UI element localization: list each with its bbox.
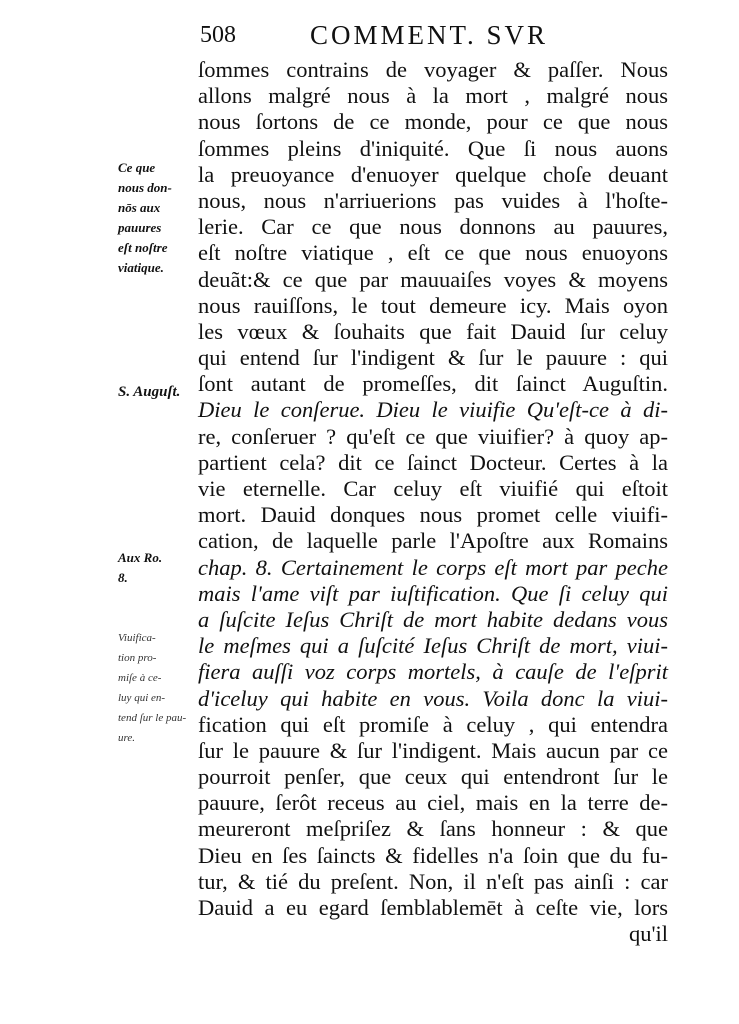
margin-note-augustine [118, 382, 196, 402]
text-line: fiera auſſi voz corps mortels, à cauſe de l'eſprit [198, 659, 668, 685]
text-line: mort. Dauid donques nous promet celle viuifi- [198, 502, 668, 528]
text-line: lerie. Car ce que nous donnons au pauures, [198, 214, 668, 240]
margin-note-line: luy qui en- [118, 692, 166, 704]
body-text [198, 57, 668, 947]
text-line: la preuoyance d'enuoyer quelque choſe deuant [198, 161, 668, 187]
text-line: nous ſortons de ce monde, pour ce que nous [198, 109, 668, 135]
margin-note-line: nous don- [118, 180, 172, 195]
margin-note-line: 8. [118, 570, 128, 585]
text-line: mais l'ame viſt par iuſtification. Que ſi celuy qui [198, 580, 668, 606]
text-line: ſur le pauure & ſur l'indigent. Mais aucun par ce [198, 737, 668, 763]
text-line: Dieu le conſerue. Dieu le viuifie Qu'eſt-ce à di- [198, 397, 668, 423]
margin-note-line: Ce que [118, 160, 156, 175]
margin-note-romans [118, 548, 196, 588]
margin-note-line: Viuifica- [118, 632, 156, 644]
text-line: vie eternelle. Car celuy eſt viuifié qui eſtoit [198, 476, 668, 501]
margin-note-line: eſt noſtre [118, 240, 168, 255]
margin-note-line: miſe à ce- [118, 672, 162, 684]
page-number: 508 [200, 22, 236, 48]
text-line: cation, de laquelle parle l'Apoſtre aux Romains [198, 528, 668, 554]
text-line: a ſuſcite Ieſus Chriſt de mort habite dedans vous [198, 606, 668, 632]
text-line: Dauid a eu egard ſemblablemēt à ceſte vie, lors [198, 895, 668, 920]
text-line: Dieu en ſes ſaincts & fidelles n'a ſoin que du fu- [198, 842, 668, 868]
text-line: nous, nous n'arriuerions pas vuides à l'hoſte- [198, 187, 668, 213]
text-line: re, conſeruer ? qu'eſt ce que viuifier? à quoy ap- [198, 423, 668, 449]
text-line: nous rauiſſons, le tout demeure icy. Mais oyon [198, 292, 668, 318]
margin-note-line: nōs aux [118, 200, 161, 215]
text-line: eſt noſtre viatique , eſt ce que nous enuoyons [198, 240, 668, 266]
text-line: allons malgré nous à la mort , malgré nous [198, 83, 668, 109]
catchword: qu'il [628, 921, 668, 947]
text-line: meureront meſpriſez & ſans honneur : & que [198, 816, 668, 842]
text-line: pourroit penſer, que ceux qui entendront ſur le [198, 764, 668, 790]
text-line: ſommes pleins d'iniquité. Que ſi nous auons [198, 135, 668, 161]
page-header [190, 20, 650, 54]
text-line: pauure, ſerôt receus au ciel, mais en la terre de- [198, 790, 668, 816]
text-line: le meſmes qui a ſuſcité Ieſus Chriſt de mort, viui- [198, 633, 668, 659]
margin-note-vivification [118, 628, 198, 748]
text-line: chap. 8. Certainement le corps eſt mort par peche [198, 554, 668, 580]
margin-note-line: viatique. [118, 260, 164, 275]
margin-note-line: tend ſur le pau- [118, 712, 187, 724]
running-head: COMMENT. SVR [310, 20, 549, 50]
margin-note-line: Aux Ro. [118, 550, 163, 565]
text-line: les vœux & ſouhaits que fait Dauid ſur celuy [198, 318, 668, 344]
margin-note-line: ure. [118, 732, 136, 744]
margin-note-line: S. Auguſt. [118, 384, 181, 400]
text-line: qui entend ſur l'indigent & ſur le pauure : qui [198, 345, 668, 371]
text-line: partient cela? dit ce ſainct Docteur. Certes à la [198, 449, 668, 475]
text-line: ſont autant de promeſſes, dit ſainct Auguſtin. [198, 371, 668, 397]
margin-note-line: pauures [118, 220, 162, 235]
margin-note-alms [118, 158, 196, 278]
margin-note-line: tion pro- [118, 652, 157, 664]
text-line: tur, & tié du preſent. Non, il n'eſt pas ainſi : car [198, 868, 668, 894]
text-line: fication qui eſt promiſe à celuy , qui entendra [198, 711, 668, 737]
text-line: ſommes contrains de voyager & paſſer. Nous [198, 57, 668, 82]
text-line: d'iceluy qui habite en vous. Voila donc la viui- [198, 685, 668, 711]
text-line: deuãt:& ce que par mauuaiſes voyes & moyens [198, 266, 668, 292]
